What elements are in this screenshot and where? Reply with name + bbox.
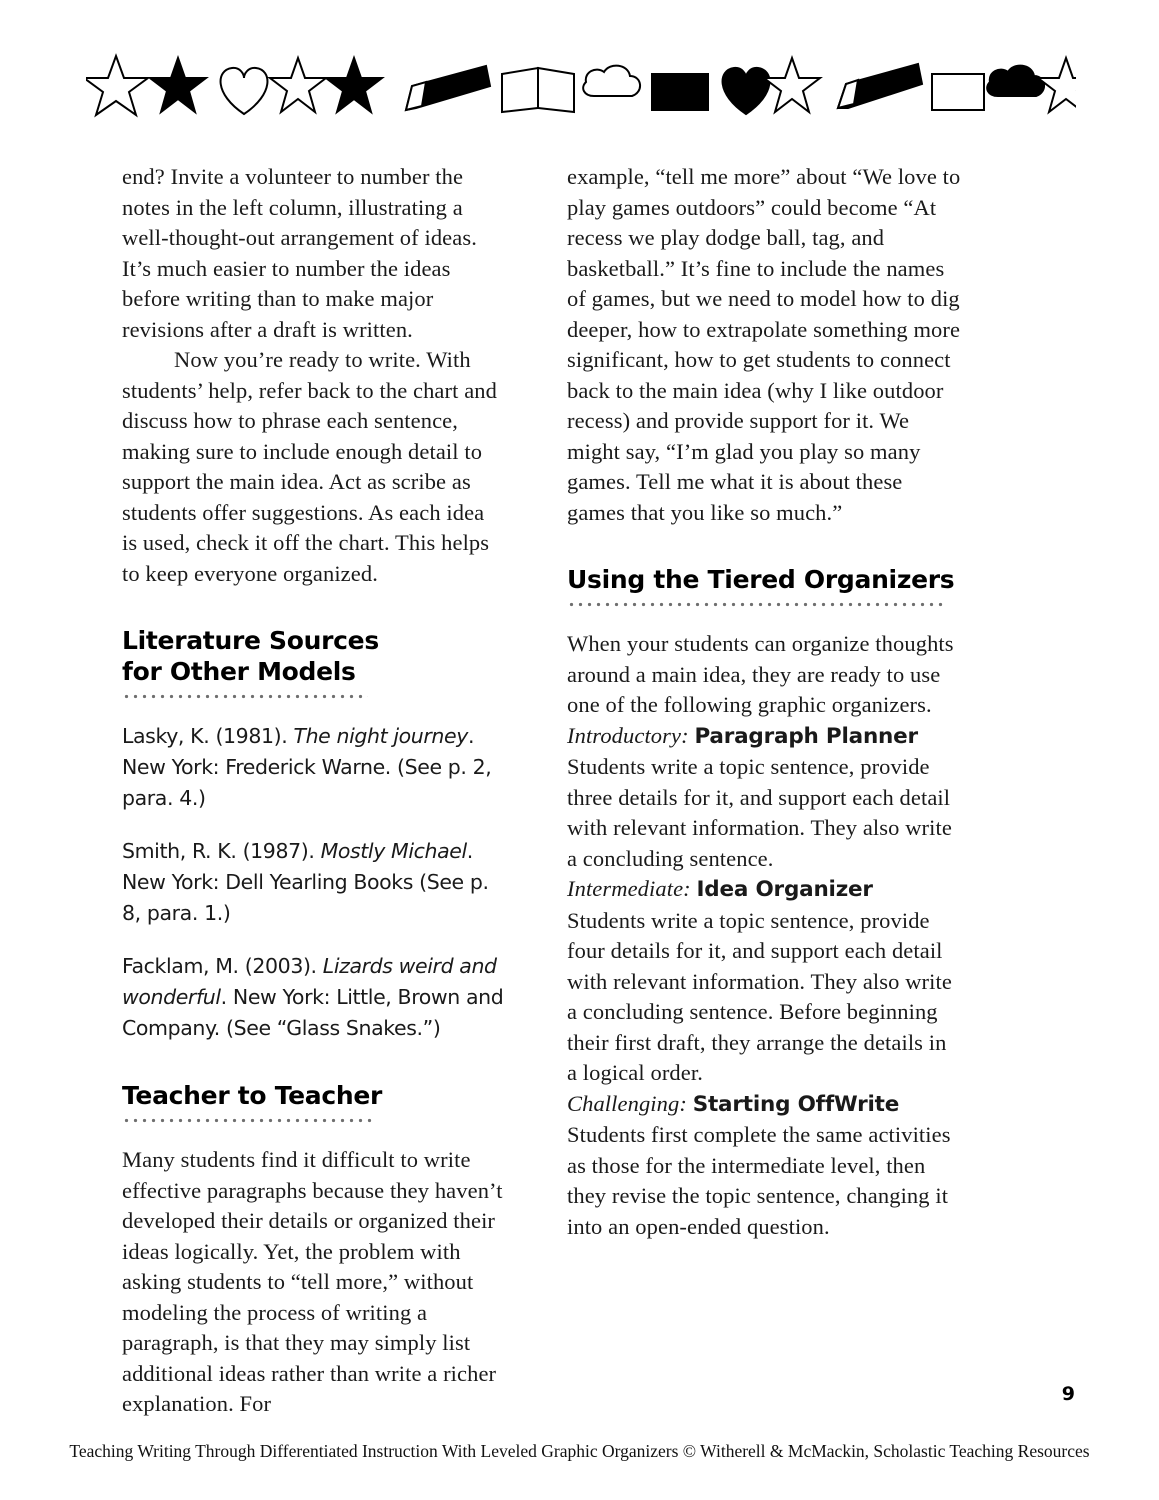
- heading-line-2: for Other Models: [122, 657, 356, 686]
- paragraph-ready-to-write: Now you’re ready to write. With students’ help, refer back to the chart and discuss how to phrase each sentence, making sure to include enough detail to support the main idea. Act as scribe as students offer suggestions. As each idea is used, check it off the chart. This helps to keep everyone organized.: [122, 347, 497, 586]
- tier-level-label: Intermediate:: [567, 876, 691, 901]
- tier-organizer-name: Paragraph Planner: [694, 723, 918, 749]
- stars-hearts-pencils-books-border-icon: [86, 52, 1076, 122]
- left-column: [122, 162, 505, 1420]
- heading-dot-rule: [567, 602, 947, 607]
- reference-prefix: Facklam, M. (2003).: [122, 954, 323, 978]
- paragraph-teacher-to-teacher: Many students find it difficult to write effective paragraphs because they haven’t developed their details or organized their ideas logically. Yet, the problem with asking students to “tell more,” without modeling the process of writing a paragraph, is that they may simply list additional ideas rather than write a richer explanation. For: [122, 1147, 503, 1416]
- reference-prefix: Smith, R. K. (1987).: [122, 839, 321, 863]
- reference-item: [122, 951, 505, 1044]
- tier-organizer-name: Starting OffWrite: [692, 1091, 900, 1117]
- reference-suffix: . New York: Little, Brown and Company. (See “Glass Snakes.”): [122, 985, 504, 1040]
- tier-description: Students write a topic sentence, provide four details for it, and support each detail with relevant information. They also write a concluding sentence. Before beginning their first draft, they arrange the details in a logical order.: [567, 907, 952, 1085]
- heading-using-tiered-organizers: Using the Tiered Organizers: [567, 565, 955, 594]
- right-column: [567, 162, 962, 1420]
- reference-title: Lizards weird and wonderful: [122, 954, 497, 1009]
- reference-suffix: . New York: Dell Yearling Books (See p. 8, para. 1.): [122, 839, 489, 925]
- tier-introductory: [567, 721, 962, 875]
- reference-title: Mostly Michael: [320, 839, 467, 863]
- tier-level-label: Challenging:: [567, 1090, 687, 1116]
- tier-description: Students write a topic sentence, provide three details for it, and support each detail with relevant information. They also write a concluding sentence.: [567, 754, 952, 871]
- reference-suffix: . New York: Frederick Warne. (See p. 2, para. 4.): [122, 724, 492, 810]
- heading-dot-rule: [122, 694, 368, 699]
- paragraph-continuation: end? Invite a volunteer to number the notes in the left column, illustrating a well-thought-out arrangement of ideas. It’s much easier to number the ideas before writing than to make major revisions after a draft is written.: [122, 164, 477, 342]
- paragraph-tiered-intro: When your students can organize thoughts around a main idea, they are ready to use one of the following graphic organizers.: [567, 631, 954, 717]
- page-number: 9: [1061, 1383, 1075, 1405]
- reference-prefix: Lasky, K. (1981).: [122, 724, 294, 748]
- tier-intermediate: [567, 874, 962, 1089]
- tier-challenging: [567, 1089, 962, 1243]
- tier-level-label: Introductory:: [567, 722, 689, 748]
- two-column-body: [122, 162, 1038, 1420]
- heading-line-1: Literature Sources: [122, 626, 379, 655]
- reference-item: [122, 721, 505, 814]
- tier-organizer-name: Idea Organizer: [696, 877, 873, 902]
- reference-item: [122, 836, 505, 929]
- paragraph-example-continuation: example, “tell me more” about “We love to play games outdoors” could become “At recess we play dodge ball, tag, and basketball.” It’s fine to include the names of games, but we need to model how to dig deeper, how to extrapolate something more significant, how to get students to connect back to the main idea (why I like outdoor recess) and provide support for it. We might say, “I’m glad you play so many games. Tell me what it is about these games that you like so much.”: [567, 164, 961, 525]
- tier-description: Students first complete the same activities as those for the intermediate level, then they revise the topic sentence, changing it into an open-ended question.: [567, 1122, 951, 1239]
- decorative-top-border: [86, 52, 1076, 122]
- heading-dot-rule: [122, 1118, 375, 1123]
- reference-title: The night journey: [293, 724, 468, 748]
- footer-credit: Teaching Writing Through Differentiated Instruction With Leveled Graphic Organizers © Witherell & McMackin, Scholastic Teaching Resources: [69, 1441, 1090, 1461]
- heading-teacher-to-teacher: Teacher to Teacher: [122, 1081, 383, 1110]
- heading-literature-sources: [122, 625, 505, 687]
